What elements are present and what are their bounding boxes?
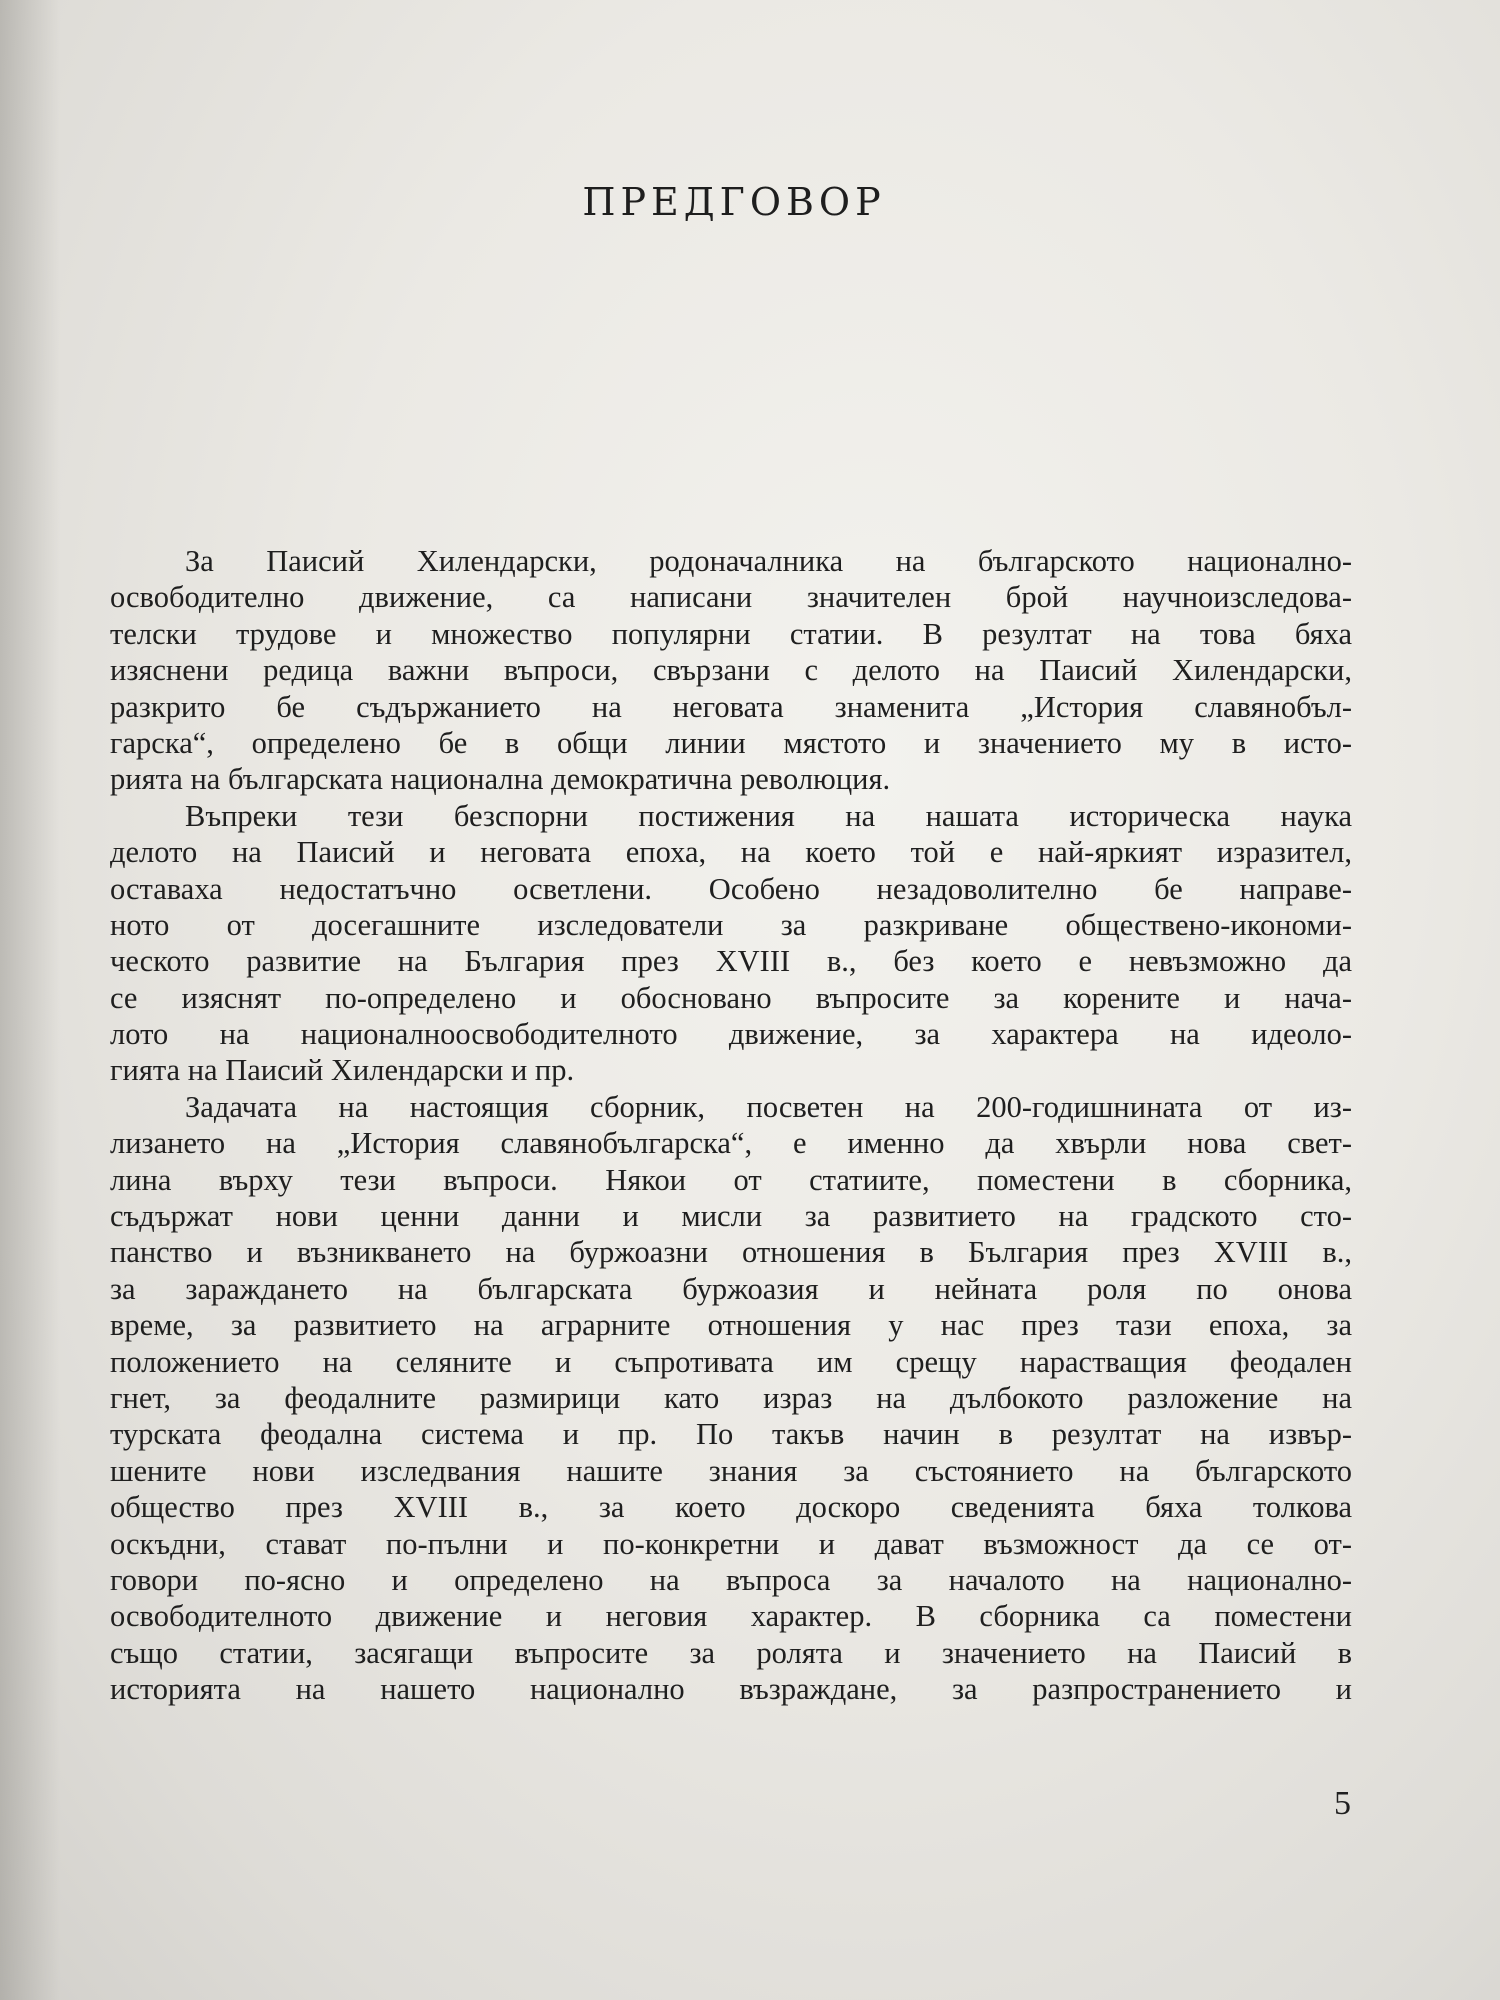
text-line: шените нови изследвания нашите знания за състоянието на българското <box>110 1453 1352 1488</box>
text-line: лото на националноосвободителното движение, за характера на идеоло- <box>110 1017 1352 1052</box>
text-line: освободителното движение и неговия характер. В сборника са поместени <box>110 1599 1352 1634</box>
page-title: ПРЕДГОВОР <box>582 180 886 224</box>
text-line: За Паисий Хилендарски, родоначалника на българското национално- <box>185 544 1352 578</box>
text-line: Въпреки тези безспорни постижения на нашата историческа наука <box>185 798 1352 833</box>
text-line: делото на Паисий и неговата епоха, на което той е най-яркият изразител, <box>110 835 1352 870</box>
text-line: разкрито бе съдържанието на неговата знаменита „История славянобъл- <box>110 689 1352 724</box>
paragraph-3 <box>110 1089 1352 1708</box>
text-line: за зараждането на българската буржоазия и нейната роля по онова <box>110 1271 1352 1306</box>
text-line: турската феодална система и пр. По такъв начин в резултат на извър- <box>110 1417 1352 1452</box>
text-line: също статии, засягащи въпросите за ролята и значението на Паисий в <box>110 1635 1352 1670</box>
text-line: говори по-ясно и определено на въпроса за началото на национално- <box>110 1562 1352 1597</box>
text-line: време, за развитието на аграрните отношения у нас през тази епоха, за <box>110 1308 1352 1343</box>
body-text <box>110 543 1352 1708</box>
text-line: телски трудове и множество популярни статии. В резултат на това бяха <box>110 616 1352 651</box>
text-line: панство и възникването на буржоазни отношения в България през XVIII в., <box>110 1235 1352 1270</box>
text-line: историята на нашето национално възраждане, за разпространението и <box>110 1672 1352 1707</box>
paragraph-1 <box>110 543 1352 798</box>
text-line: гнет, за феодалните размирици като израз на дълбокото разложение на <box>110 1380 1352 1415</box>
text-line: оставаха недостатъчно осветлени. Особено незадоволително бе направе- <box>110 871 1352 906</box>
text-line: съдържат нови ценни данни и мисли за развитието на градското сто- <box>110 1199 1352 1234</box>
text-line: изяснени редица важни въпроси, свързани с делото на Паисий Хилендарски, <box>110 653 1352 688</box>
text-line: Задачата на настоящия сборник, посветен на 200-годишнината от из- <box>185 1089 1352 1124</box>
text-line: освободително движение, са написани значителен брой научноизследова- <box>110 580 1352 615</box>
text-line: ческото развитие на България през XVIII в., без което е невъзможно да <box>110 944 1352 979</box>
text-line: положението на селяните и съпротивата им срещу нарастващия феодален <box>110 1344 1352 1379</box>
text-line: оскъдни, стават по-пълни и по-конкретни и дават възможност да се от- <box>110 1526 1352 1561</box>
text-line: лизането на „История славянобългарска“, е именно да хвърли нова свет- <box>110 1126 1352 1161</box>
page-number: 5 <box>1334 1785 1351 1822</box>
text-line: рията на българската национална демократична революция. <box>110 762 891 797</box>
text-line: гарска“, определено бе в общи линии мястото и значението му в исто- <box>110 725 1352 760</box>
text-line: лина върху тези въпроси. Някои от статиите, поместени в сборника, <box>110 1162 1352 1197</box>
text-line: ното от досегашните изследователи за разкриване обществено-икономи- <box>110 907 1352 942</box>
text-line: общество през XVIII в., за което доскоро сведенията бяха толкова <box>110 1490 1352 1525</box>
paragraph-2 <box>110 798 1352 1089</box>
text-line: се изяснят по-определено и обосновано въпросите за корените и нача- <box>110 980 1352 1015</box>
text-line: гията на Паисий Хилендарски и пр. <box>110 1053 575 1088</box>
